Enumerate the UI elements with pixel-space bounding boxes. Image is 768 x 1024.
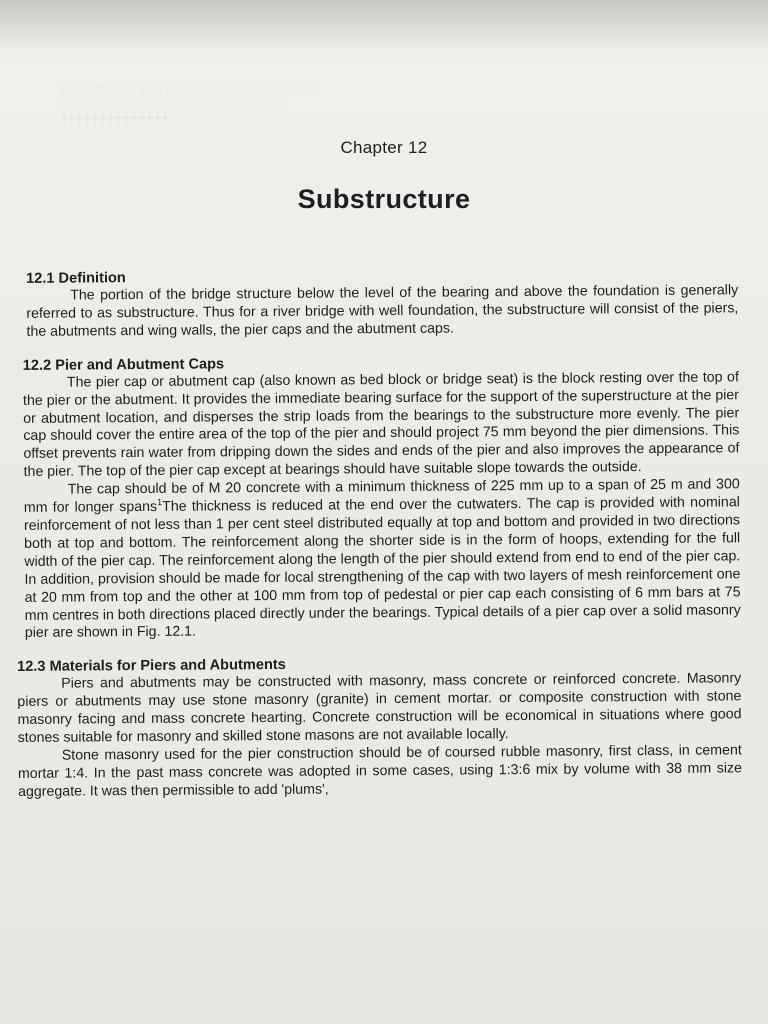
section-pier-caps bbox=[15, 351, 741, 643]
bleed-through-text: ░░░ ░░░░ ░░ ░░░ ░░░░░░ ░░░ ░░░░░ ░░░░ ░░░░ ░░░░ ░░░░░░ ░░ ░░░░░ ░░░ ░░░ ┼┼┼┼┼┼┼┼┼┼┼┼┼┼ bbox=[59, 82, 316, 125]
paragraph: Stone masonry used for the pier construction should be of coursed rubble masonry, first class, in cement mortar 1:4. In the past mass concrete was adopted in some cases, using 1:3:6 mix by volume with 38 mm size aggregate. It was then permissible to add 'plums', bbox=[17, 742, 742, 800]
section-heading: 12.2 Pier and Abutment Caps bbox=[22, 356, 225, 374]
chapter-title: Substructure bbox=[297, 184, 471, 214]
section-heading: 12.1 Definition bbox=[26, 270, 126, 287]
paragraph-with-footnote bbox=[24, 476, 741, 643]
section-materials bbox=[17, 653, 742, 802]
paragraph: The portion of the bridge structure below the level of the bearing and above the foundation is generally referred to as substructure. Thus for a river bridge with well foundation, the substructure will consist of the piers, the abutments and wing walls, the pier caps and the abutment caps. bbox=[26, 282, 739, 340]
footnote-marker: 1 bbox=[157, 497, 163, 508]
paragraph: Piers and abutments may be constructed with masonry, mass concrete or reinforced concrete. Masonry piers or abutments may use stone masonry (granite) in cement mortar. or composite construction with stone masonry facing and mass concrete hearting. Concrete construction will be economical in situations where good stones suitable for masonry and skilled stone masons are not available locally. bbox=[17, 670, 742, 747]
paragraph-part: The thickness is reduced at the end over the cutwaters. The cap is provided with nominal reinforcement of not less than 1 per cent steel distributed equally at top and bottom and provided in two directions both at top and bottom. The reinforcement along the shorter side is in the form of hoops, extending for the full width of the pier cap. The reinforcement along the length of the pier should extend from end to end of the pier cap. In addition, provision should be made for local strengthening of the cap with two layers of mesh reinforcement one at 20 mm from top and the other at 100 mm from top of pedestal or pier cap each consisting of 6 mm bars at 75 mm centres in both directions placed directly under the bearings. Typical details of a pier cap over a solid masonry pier are shown in Fig. 12.1. bbox=[23, 494, 741, 642]
paragraph: The pier cap or abutment cap (also known as bed block or bridge seat) is the block resting over the top of the pier or the abutment. It provides the immediate bearing surface for the support of the superstructure at the pier or abutment location, and disperses the strip loads from the bearings to the substructure more evenly. The pier cap should cover the entire area of the top of the pier and should project 75 mm beyond the pier dimensions. This offset prevents rain water from dripping down the sides and ends of the pier and also improves the appearance of the pier. The top of the pier cap except at bearings should have suitable slope towards the outside. bbox=[22, 369, 740, 481]
section-definition bbox=[14, 264, 739, 341]
scan-shadow bbox=[0, 0, 768, 70]
chapter-label: Chapter 12 bbox=[340, 138, 428, 157]
paragraph-part: The cap should be of M 20 concrete with a minimum thickness of 225 mm up to a span of 25 m and 300 mm for longer spans bbox=[23, 476, 740, 516]
section-heading: 12.3 Materials for Piers and Abutments bbox=[17, 657, 286, 676]
chapter-body bbox=[14, 264, 742, 816]
